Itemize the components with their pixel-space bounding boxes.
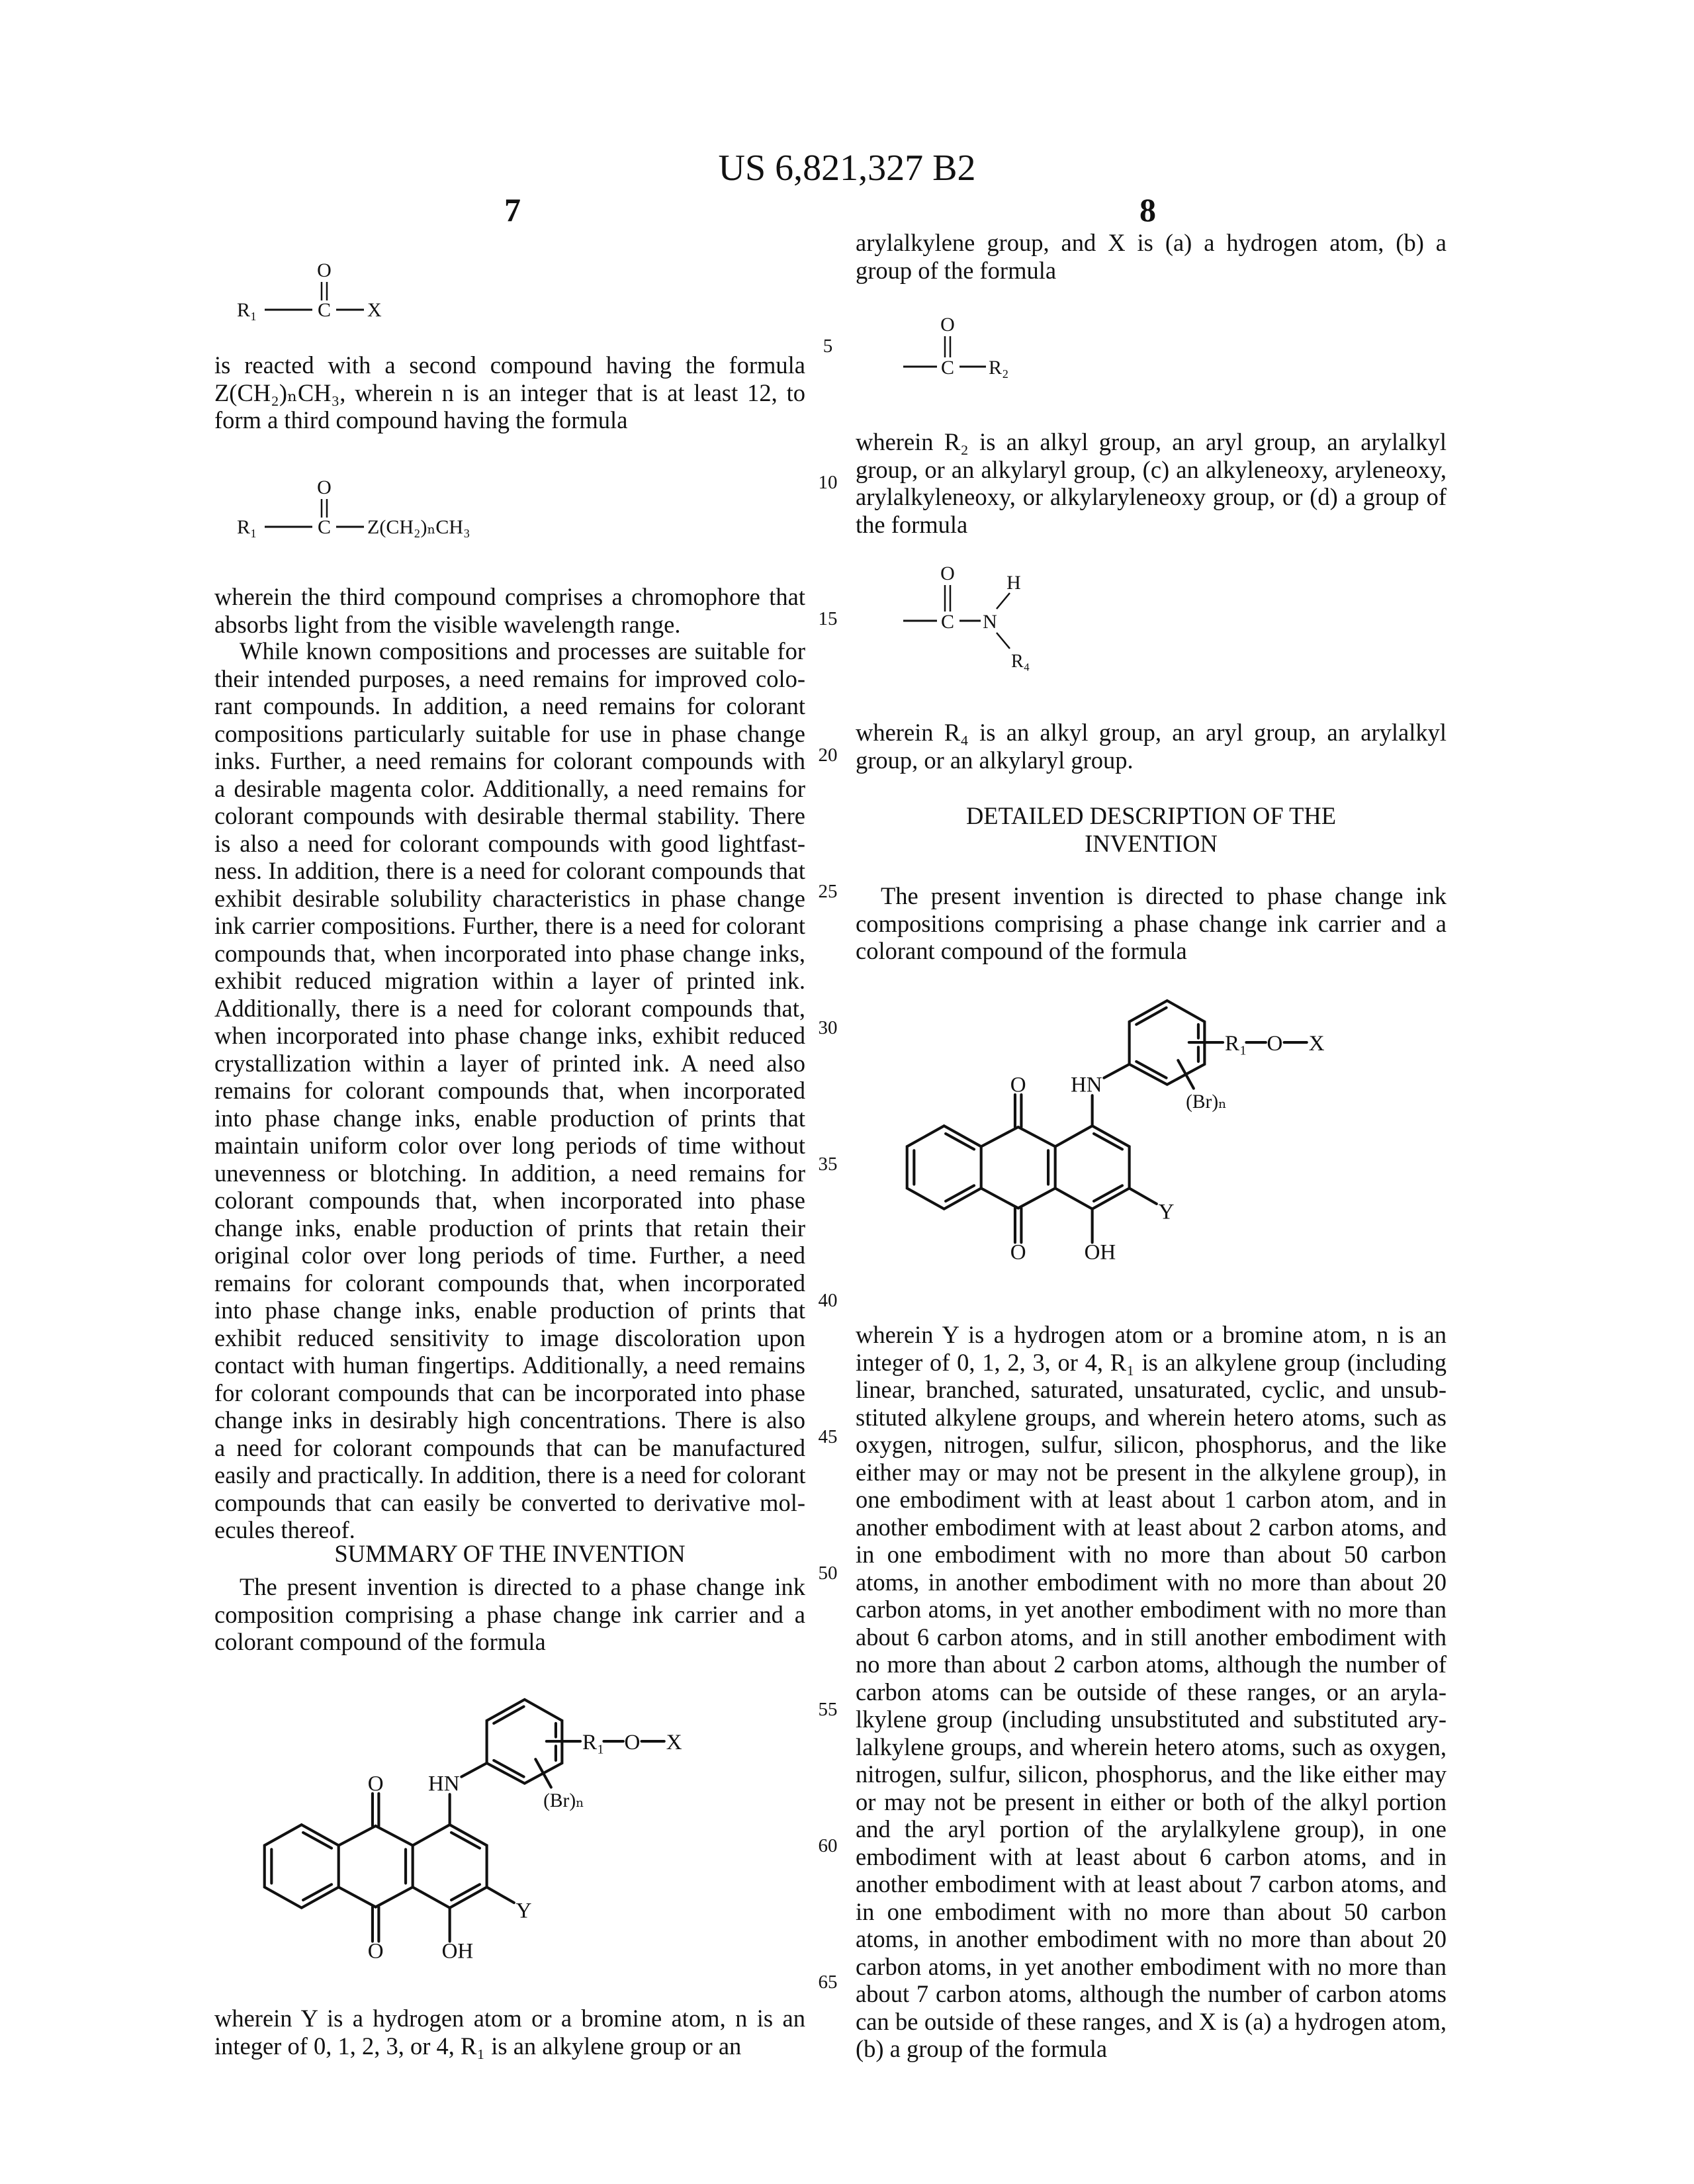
- text-line: wherein Y is a hydrogen atom or a bromine atom, n is an: [214, 2005, 805, 2032]
- text-line: ecules thereof.: [214, 1516, 805, 1544]
- text-line: exhibit desirable solubility characteristics in phase change: [214, 885, 805, 913]
- text-line: group of the formula: [856, 257, 1447, 285]
- text-line: stituted alkylene groups, and wherein hetero atoms, such as: [856, 1404, 1447, 1432]
- structure-label: Y: [1159, 1200, 1175, 1224]
- text-line: easily and practically. In addition, there is a need for colorant: [214, 1461, 805, 1489]
- paragraph: [856, 882, 1447, 965]
- text-line: carbon atoms, in yet another embodiment with no more than: [856, 1953, 1447, 1981]
- amide-structure: [900, 563, 1059, 675]
- line-number: 60: [813, 1835, 843, 1857]
- structure-label: HN: [1071, 1073, 1102, 1097]
- anthraquinone-diagram: [897, 993, 1334, 1271]
- line-number: 45: [813, 1426, 843, 1448]
- text-line: change inks in desirably high concentrations. There is also: [214, 1406, 805, 1434]
- text-line: another embodiment with at least about 2 carbon atoms, and: [856, 1514, 1447, 1541]
- text-line: carbon atoms, in yet another embodiment with no more than: [856, 1596, 1447, 1623]
- svg-text:O: O: [317, 477, 332, 498]
- text-line: one embodiment with at least about 1 carbon atom, and in: [856, 1486, 1447, 1514]
- text-line: colorant compounds with desirable thermal stability. There: [214, 802, 805, 830]
- text-line: in one embodiment with no more than about 50 carbon: [856, 1541, 1447, 1569]
- structure-label: R₁: [582, 1731, 605, 1754]
- paragraph: [214, 583, 805, 638]
- text-line: linear, branched, saturated, unsaturated, cyclic, and unsub-: [856, 1376, 1447, 1404]
- anthraquinone-diagram: [255, 1692, 691, 1970]
- text-line: arylalkyleneoxy, or alkylaryleneoxy group, or (d) a group of: [856, 483, 1447, 511]
- svg-text:O: O: [317, 259, 332, 281]
- text-line: either may or may not be present in the alkylene group), in: [856, 1459, 1447, 1486]
- text-line: integer of 0, 1, 2, 3, or 4, R₁ is an alkylene group (including: [856, 1349, 1447, 1377]
- text-line: a need for colorant compounds that can be manufactured: [214, 1434, 805, 1462]
- text-line: a desirable magenta color. Additionally, a need remains for: [214, 775, 805, 803]
- page-number-left: 7: [504, 191, 521, 229]
- text-line: colorant compound of the formula: [856, 937, 1447, 965]
- line-number: 15: [813, 608, 843, 630]
- structure-label: OH: [1085, 1241, 1116, 1265]
- text-line: group, or an alkylaryl group, (c) an alkyleneoxy, aryleneoxy,: [856, 456, 1447, 484]
- text-line: colorant compounds that, when incorporated into phase: [214, 1187, 805, 1214]
- svg-text:R₂: R₂: [989, 357, 1008, 379]
- line-number: 35: [813, 1154, 843, 1175]
- text-line: rant compounds. In addition, a need remains for colorant: [214, 692, 805, 720]
- line-number: 65: [813, 1972, 843, 1993]
- text-line: While known compositions and processes are suitable for: [214, 637, 805, 665]
- text-line: composition comprising a phase change ink carrier and a: [214, 1601, 805, 1629]
- structure-label: X: [666, 1731, 682, 1754]
- text-line: unevenness or blotching. In addition, a need remains for: [214, 1160, 805, 1187]
- text-line: about 7 carbon atoms, although the number of carbon atoms: [856, 1980, 1447, 2008]
- text-line: wherein R₂ is an alkyl group, an aryl group, an arylalkyl: [856, 428, 1447, 456]
- structure-label: O: [1267, 1032, 1283, 1056]
- paragraph: [214, 351, 805, 434]
- text-line: integer of 0, 1, 2, 3, or 4, R₁ is an alkylene group or an: [214, 2032, 805, 2060]
- structure-label: O: [625, 1731, 641, 1754]
- text-line: group, or an alkylaryl group.: [856, 747, 1447, 774]
- text-line: into phase change inks, enable production of prints that: [214, 1105, 805, 1132]
- text-line: exhibit reduced migration within a layer of printed ink.: [214, 967, 805, 995]
- text-line: colorant compound of the formula: [214, 1628, 805, 1656]
- line-number: 40: [813, 1290, 843, 1312]
- svg-text:O: O: [940, 563, 955, 584]
- text-line: is reacted with a second compound having the formula: [214, 351, 805, 379]
- text-line: The present invention is directed to a phase change ink: [214, 1573, 805, 1601]
- line-number: 5: [813, 336, 843, 357]
- colorant-structure: [897, 993, 1334, 1274]
- structure-label: O: [368, 1940, 384, 1964]
- text-line: ness. In addition, there is a need for colorant compounds that: [214, 857, 805, 885]
- structure-label: (Br)ₙ: [543, 1790, 584, 1811]
- text-line: absorbs light from the visible wavelength range.: [214, 611, 805, 639]
- line-number: 25: [813, 881, 843, 903]
- svg-text:R₁: R₁: [237, 299, 257, 321]
- colorant-structure: [255, 1692, 691, 1973]
- svg-text:H: H: [1006, 572, 1021, 594]
- text-line: compositions particularly suitable for use in phase change: [214, 720, 805, 748]
- text-line: original color over long periods of time. Further, a need: [214, 1242, 805, 1269]
- text-line: exhibit reduced sensitivity to image discoloration upon: [214, 1324, 805, 1352]
- text-line: in one embodiment with no more than about 50 carbon: [856, 1898, 1447, 1926]
- text-line: (b) a group of the formula: [856, 2035, 1447, 2063]
- svg-text:Z(CH₂)ₙCH₃: Z(CH₂)ₙCH₃: [367, 516, 470, 538]
- text-line: nitrogen, sulfur, silicon, phosphorus, and the like either may: [856, 1760, 1447, 1788]
- acyl-chain-structure: [225, 474, 503, 540]
- text-line: another embodiment with at least about 7 carbon atoms, and: [856, 1870, 1447, 1898]
- svg-text:C: C: [318, 299, 331, 321]
- paragraph: [214, 1573, 805, 1656]
- page-number-right: 8: [1139, 191, 1156, 229]
- structure-label: Y: [516, 1899, 532, 1923]
- paragraph: [856, 719, 1447, 774]
- line-number: 10: [813, 472, 843, 494]
- section-heading: INVENTION: [856, 830, 1447, 858]
- acyl-structure: [225, 257, 384, 323]
- text-line: can be outside of these ranges, and X is (a) a hydrogen atom,: [856, 2008, 1447, 2036]
- patent-number: US 6,821,327 B2: [0, 147, 1694, 189]
- text-line: embodiment with at least about 6 carbon atoms, and in: [856, 1843, 1447, 1871]
- section-heading: SUMMARY OF THE INVENTION: [214, 1540, 805, 1568]
- structure-label: O: [1010, 1241, 1026, 1265]
- text-line: and the aryl portion of the arylalkylene group), in one: [856, 1815, 1447, 1843]
- structure-label: OH: [442, 1940, 474, 1964]
- text-line: atoms, in another embodiment with no more than about 20: [856, 1925, 1447, 1953]
- text-line: wherein R₄ is an alkyl group, an aryl group, an arylalkyl: [856, 719, 1447, 747]
- structure-label: (Br)ₙ: [1186, 1091, 1227, 1113]
- text-line: Additionally, there is a need for colorant compounds that,: [214, 995, 805, 1023]
- svg-text:O: O: [940, 314, 955, 336]
- structure-label: O: [1010, 1073, 1026, 1097]
- text-line: atoms, in another embodiment with no more than about 20: [856, 1569, 1447, 1596]
- line-number: 20: [813, 745, 843, 766]
- text-line: compounds that can easily be converted to derivative mol-: [214, 1489, 805, 1517]
- line-number: 50: [813, 1563, 843, 1584]
- structure-label: R₁: [1225, 1032, 1247, 1056]
- text-line: contact with human fingertips. Additionally, a need remains: [214, 1351, 805, 1379]
- text-line: The present invention is directed to phase change ink: [856, 882, 1447, 910]
- text-line: oxygen, nitrogen, sulfur, silicon, phosphorus, and the like: [856, 1431, 1447, 1459]
- structure-label: X: [1309, 1032, 1325, 1056]
- svg-text:N: N: [983, 611, 997, 633]
- text-line: arylalkylene group, and X is (a) a hydrogen atom, (b) a: [856, 229, 1447, 257]
- structure-label: O: [368, 1772, 384, 1796]
- ester-structure: [900, 311, 1032, 384]
- svg-text:R₁: R₁: [237, 516, 257, 538]
- text-line: Z(CH₂)ₙCH₃, wherein n is an integer that is at least 12, to: [214, 379, 805, 407]
- paragraph: [214, 637, 805, 1544]
- structure-label: HN: [428, 1772, 460, 1796]
- paragraph: [856, 428, 1447, 538]
- text-line: no more than about 2 carbon atoms, although the number of: [856, 1651, 1447, 1678]
- text-line: lkylene group (including unsubstituted and substituted ary-: [856, 1706, 1447, 1733]
- text-line: when incorporated into phase change inks, exhibit reduced: [214, 1022, 805, 1050]
- text-line: form a third compound having the formula: [214, 406, 805, 434]
- paragraph: [214, 2005, 805, 2060]
- paragraph: [856, 1321, 1447, 2063]
- text-line: remains for colorant compounds that, when incorporated: [214, 1077, 805, 1105]
- text-line: their intended purposes, a need remains for improved colo-: [214, 665, 805, 693]
- svg-text:X: X: [367, 299, 382, 321]
- text-line: into phase change inks, enable production of prints that: [214, 1297, 805, 1324]
- section-heading: DETAILED DESCRIPTION OF THE: [856, 802, 1447, 830]
- text-line: lalkylene groups, and wherein hetero atoms, such as oxygen,: [856, 1733, 1447, 1761]
- svg-text:C: C: [941, 357, 954, 379]
- paragraph: [856, 229, 1447, 284]
- text-line: is also a need for colorant compounds with good lightfast-: [214, 830, 805, 858]
- text-line: compounds that, when incorporated into phase change inks,: [214, 940, 805, 968]
- text-line: carbon atoms can be outside of these ranges, or an aryla-: [856, 1678, 1447, 1706]
- text-line: remains for colorant compounds that, when incorporated: [214, 1269, 805, 1297]
- text-line: inks. Further, a need remains for colorant compounds with: [214, 747, 805, 775]
- svg-text:R₄: R₄: [1011, 651, 1030, 672]
- text-line: about 6 carbon atoms, and in still another embodiment with: [856, 1623, 1447, 1651]
- line-number: 55: [813, 1699, 843, 1721]
- text-line: change inks, enable production of prints that retain their: [214, 1214, 805, 1242]
- text-line: ink carrier compositions. Further, there is a need for colorant: [214, 912, 805, 940]
- text-line: maintain uniform color over long periods of time without: [214, 1132, 805, 1160]
- svg-text:C: C: [941, 611, 954, 633]
- svg-text:C: C: [318, 516, 331, 538]
- text-line: crystallization within a layer of printed ink. A need also: [214, 1050, 805, 1077]
- text-line: the formula: [856, 511, 1447, 539]
- text-line: for colorant compounds that can be incorporated into phase: [214, 1379, 805, 1407]
- text-line: or may not be present in either or both of the alkyl portion: [856, 1788, 1447, 1816]
- text-line: wherein the third compound comprises a chromophore that: [214, 583, 805, 611]
- line-number: 30: [813, 1017, 843, 1039]
- text-line: compositions comprising a phase change ink carrier and a: [856, 910, 1447, 938]
- text-line: wherein Y is a hydrogen atom or a bromine atom, n is an: [856, 1321, 1447, 1349]
